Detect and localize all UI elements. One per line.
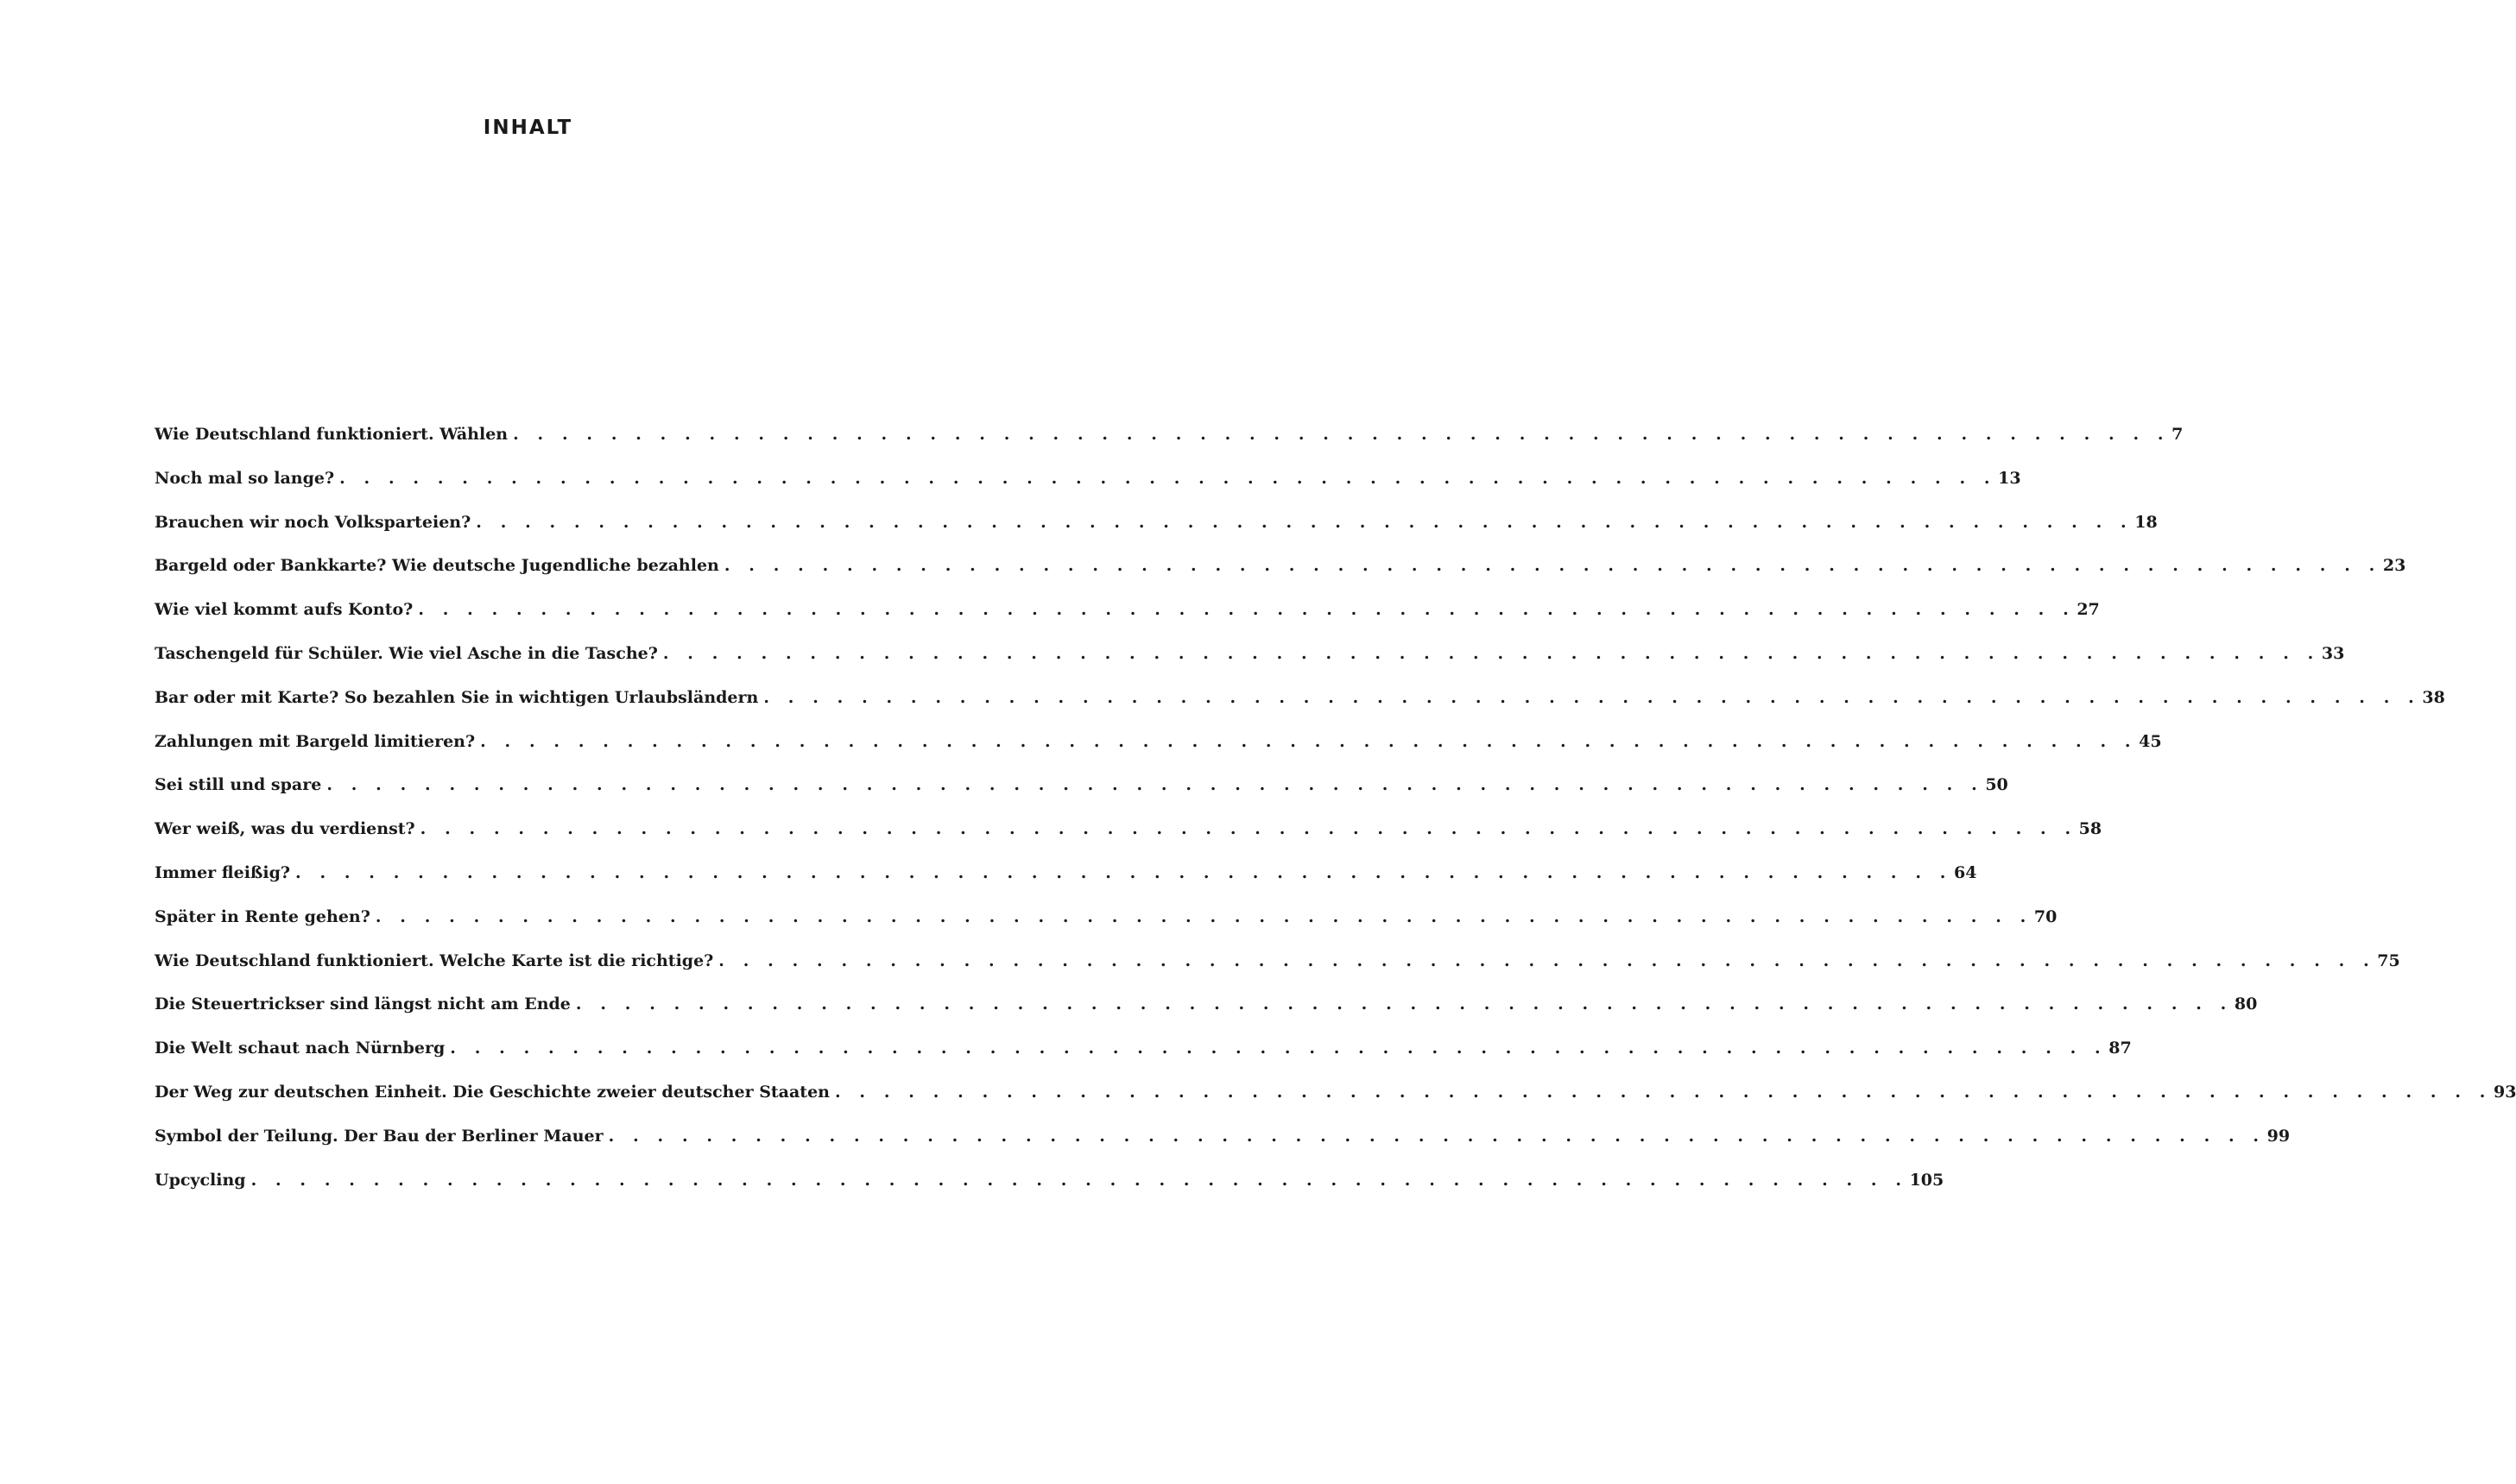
toc-entry[interactable] (155, 509, 2158, 553)
toc-entry[interactable] (155, 421, 2184, 465)
toc-entry-page: 105 (1909, 1170, 1944, 1190)
toc-entry-page: 87 (2108, 1039, 2132, 1058)
toc-entry-title: Wie Deutschland funktioniert. Wählen (155, 425, 509, 444)
toc-leader-dots: . . . . . . . . . . . . . . . . . . . . . . . . . . . . . . . . . . . . . . . . . . . . . . . . . . . . . . . . . . . . . . . . . . . . (724, 556, 2381, 576)
toc-entry-title: Die Welt schaut nach Nürnberg (155, 1039, 446, 1058)
toc-entry-page: 50 (1985, 775, 2008, 795)
toc-entry[interactable] (155, 772, 2008, 816)
toc-leader-dots: . . . . . . . . . . . . . . . . . . . . . . . . . . . . . . . . . . . . . . . . . . . . . . . . . . . . . . . . . . . . . . . . . . . . (420, 819, 2077, 839)
toc-entry-title: Die Steuertrickser sind längst nicht am Ende (155, 995, 571, 1014)
toc-entry[interactable] (155, 597, 2100, 641)
toc-entry-page: 99 (2266, 1126, 2291, 1146)
toc-entry[interactable] (155, 1035, 2132, 1079)
toc-entry[interactable] (155, 904, 2058, 948)
toc-leader-dots: . . . . . . . . . . . . . . . . . . . . . . . . . . . . . . . . . . . . . . . . . . . . . . . . . . . . . . . . . . . . . . . . . . . . (326, 775, 1984, 795)
toc-leader-dots: . . . . . . . . . . . . . . . . . . . . . . . . . . . . . . . . . . . . . . . . . . . . . . . . . . . . . . . . . . . . . . . . . . . . (513, 425, 2171, 444)
toc-leader-dots: . . . . . . . . . . . . . . . . . . . . . . . . . . . . . . . . . . . . . . . . . . . . . . . . . . . . . . . . . . . . . . . . . . . . (608, 1126, 2266, 1146)
toc-entry-title: Bargeld oder Bankkarte? Wie deutsche Jugendliche bezahlen (155, 556, 719, 576)
toc-entry-title: Zahlungen mit Bargeld limitieren? (155, 731, 476, 751)
toc-entry-page: 75 (2377, 950, 2400, 970)
toc-entry-title: Wer weiß, was du verdienst? (155, 819, 415, 839)
toc-entry-title: Taschengeld für Schüler. Wie viel Asche in die Tasche? (155, 643, 658, 663)
toc-leader-dots: . . . . . . . . . . . . . . . . . . . . . . . . . . . . . . . . . . . . . . . . . . . . . . . . . . . . . . . . . . . . . . . . . . . . (295, 862, 1953, 882)
toc-entry[interactable] (155, 816, 2102, 860)
toc-entry-page: 18 (2134, 512, 2158, 532)
page-title: INHALT (483, 117, 573, 139)
toc-entry-page: 23 (2382, 556, 2406, 576)
toc-entry-title: Noch mal so lange? (155, 468, 335, 488)
toc-entry-title: Upcycling (155, 1170, 246, 1190)
toc-entry-title: Wie Deutschland funktioniert. Welche Karte ist die richtige? (155, 950, 714, 970)
toc-leader-dots: . . . . . . . . . . . . . . . . . . . . . . . . . . . . . . . . . . . . . . . . . . . . . . . . . . . . . . . . . . . . . . . . . . . . (476, 512, 2134, 532)
toc-entry-page: 45 (2139, 731, 2162, 751)
toc-entry[interactable] (155, 860, 1977, 904)
toc-entry-page: 27 (2077, 600, 2100, 620)
toc-entry[interactable] (155, 685, 2445, 729)
toc-entry-page: 13 (1998, 468, 2021, 488)
toc-entry-title: Bar oder mit Karte? So bezahlen Sie in wichtigen Urlaubsländern (155, 687, 759, 707)
toc-entry-page: 70 (2033, 906, 2058, 926)
toc-entry-title: Brauchen wir noch Volksparteien? (155, 512, 471, 532)
toc-leader-dots: . . . . . . . . . . . . . . . . . . . . . . . . . . . . . . . . . . . . . . . . . . . . . . . . . . . . . . . . . . . . . . . . . . . . (662, 643, 2320, 663)
toc-leader-dots: . . . . . . . . . . . . . . . . . . . . . . . . . . . . . . . . . . . . . . . . . . . . . . . . . . . . . . . . . . . . . . . . . . . . (835, 1082, 2492, 1102)
toc-entry-page: 38 (2422, 687, 2445, 707)
toc-leader-dots: . . . . . . . . . . . . . . . . . . . . . . . . . . . . . . . . . . . . . . . . . . . . . . . . . . . . . . . . . . . . . . . . . . . . (763, 687, 2421, 707)
toc-entry-title: Der Weg zur deutschen Einheit. Die Geschichte zweier deutscher Staaten (155, 1082, 830, 1102)
toc-leader-dots: . . . . . . . . . . . . . . . . . . . . . . . . . . . . . . . . . . . . . . . . . . . . . . . . . . . . . . . . . . . . . . . . . . . . (418, 600, 2076, 620)
toc-entry[interactable] (155, 1123, 2291, 1167)
toc-leader-dots: . . . . . . . . . . . . . . . . . . . . . . . . . . . . . . . . . . . . . . . . . . . . . . . . . . . . . . . . . . . . . . . . . . . . (250, 1170, 1908, 1190)
toc-entry-title: Immer fleißig? (155, 862, 291, 882)
toc-entry-title: Sei still und spare (155, 775, 322, 795)
toc-leader-dots: . . . . . . . . . . . . . . . . . . . . . . . . . . . . . . . . . . . . . . . . . . . . . . . . . . . . . . . . . . . . . . . . . . . . (575, 995, 2233, 1014)
toc-entry-title: Wie viel kommt aufs Konto? (155, 600, 414, 620)
toc-leader-dots: . . . . . . . . . . . . . . . . . . . . . . . . . . . . . . . . . . . . . . . . . . . . . . . . . . . . . . . . . . . . . . . . . . . . (480, 731, 2138, 751)
toc-entry-title: Symbol der Teilung. Der Bau der Berliner Mauer (155, 1126, 604, 1146)
toc-entry-page: 33 (2321, 643, 2345, 663)
toc-entry-page: 58 (2078, 819, 2102, 839)
toc-entry[interactable] (155, 641, 2345, 685)
toc-entry[interactable] (155, 729, 2162, 773)
toc-entry-page: 80 (2234, 995, 2258, 1014)
table-of-contents (155, 421, 2516, 1210)
toc-entry-page: 64 (1954, 862, 1977, 882)
toc-entry-page: 93 (2494, 1082, 2516, 1102)
toc-leader-dots: . . . . . . . . . . . . . . . . . . . . . . . . . . . . . . . . . . . . . . . . . . . . . . . . . . . . . . . . . . . . . . . . . . . . (718, 950, 2376, 970)
toc-entry[interactable] (155, 465, 2021, 509)
toc-entry-page: 7 (2171, 425, 2184, 444)
toc-entry[interactable] (155, 1079, 2516, 1123)
toc-leader-dots: . . . . . . . . . . . . . . . . . . . . . . . . . . . . . . . . . . . . . . . . . . . . . . . . . . . . . . . . . . . . . . . . . . . . (450, 1039, 2108, 1058)
toc-leader-dots: . . . . . . . . . . . . . . . . . . . . . . . . . . . . . . . . . . . . . . . . . . . . . . . . . . . . . . . . . . . . . . . . . . . . (375, 906, 2032, 926)
toc-entry[interactable] (155, 991, 2258, 1035)
toc-entry[interactable] (155, 1167, 1944, 1211)
toc-leader-dots: . . . . . . . . . . . . . . . . . . . . . . . . . . . . . . . . . . . . . . . . . . . . . . . . . . . . . . . . . . . . . . . . . . . . (339, 468, 1997, 488)
toc-entry[interactable] (155, 948, 2400, 992)
toc-entry[interactable] (155, 553, 2406, 597)
toc-entry-title: Später in Rente gehen? (155, 906, 370, 926)
